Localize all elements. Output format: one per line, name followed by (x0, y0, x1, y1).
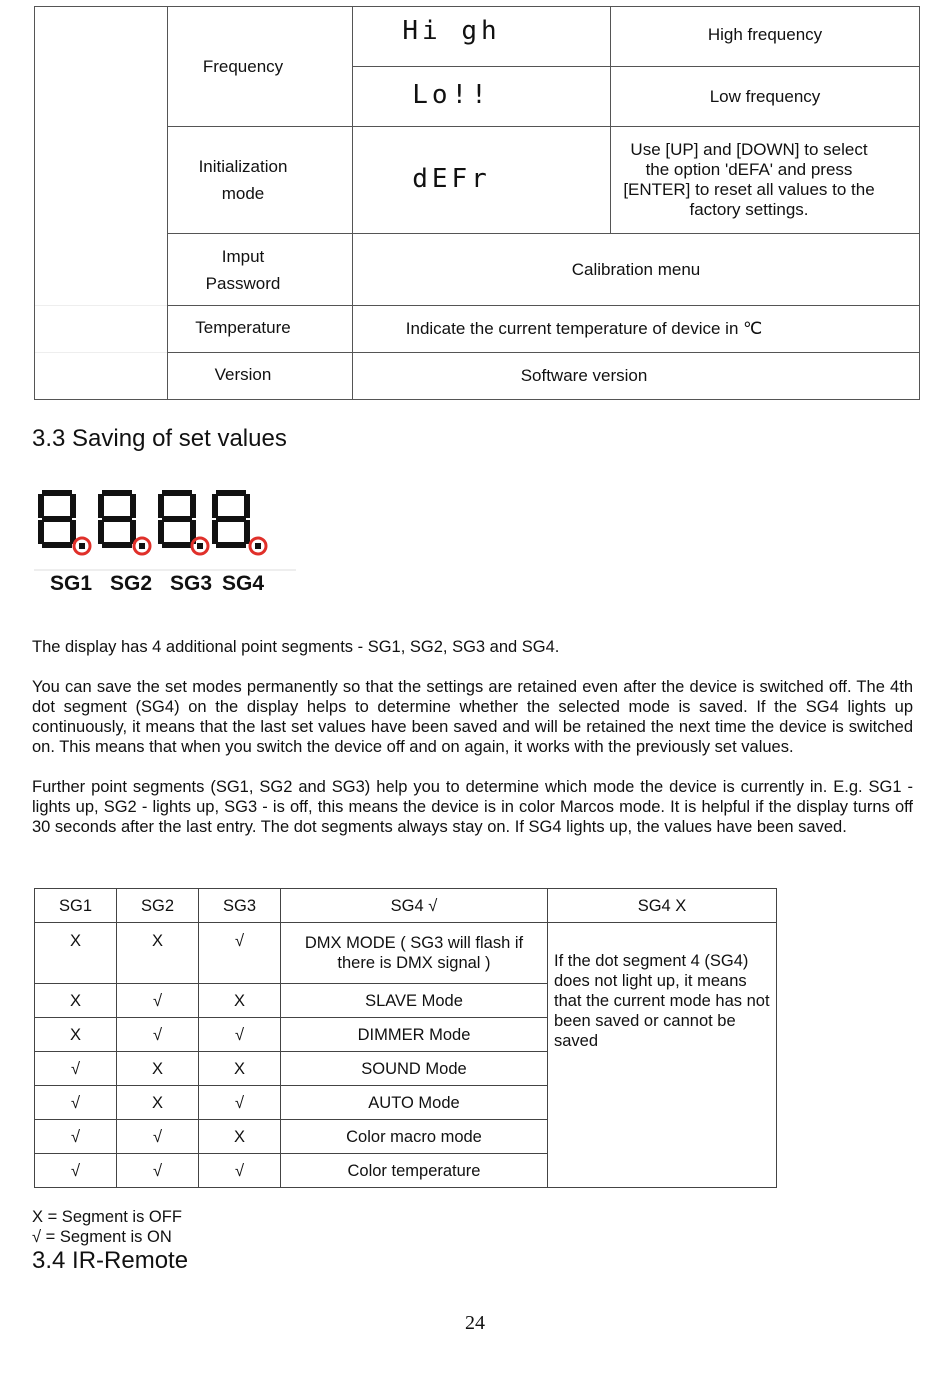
table-row (35, 923, 777, 984)
cell-sg3: √ (199, 923, 281, 984)
frequency-label: Frequency (168, 7, 353, 127)
section-heading-3-3: 3.3 Saving of set values (32, 425, 287, 452)
cell-mode: SOUND Mode (281, 1052, 548, 1086)
low-frequency-desc: Low frequency (611, 67, 920, 127)
cell-sg2: √ (117, 1018, 199, 1052)
version-label: Version (168, 353, 353, 400)
display-high (353, 7, 611, 67)
blank-cell (35, 306, 168, 353)
cell-sg2: √ (117, 984, 199, 1018)
seven-seg-high: Hi gh (402, 16, 501, 46)
menu-table (34, 6, 920, 400)
cell-sg1: X (35, 1018, 117, 1052)
header-sg3: SG3 (199, 889, 281, 923)
seven-seg-defr: dEFr (412, 163, 491, 194)
cell-mode: Color temperature (281, 1154, 548, 1188)
cell-sg3: √ (199, 1154, 281, 1188)
calibration-desc: Calibration menu (353, 234, 920, 306)
paragraph-saving: You can save the set modes permanently so that the settings are retained even after the device is switched off. The 4th dot segment (SG4) on the display helps to determine whether the selected mode is saved. If the SG4 lights up continuously, it means that the last set values have been saved and will be retained the next time the device is switched on. This means that when you switch the device off and on again, it works with the previously set values. (32, 678, 913, 756)
display-defr (353, 127, 611, 234)
segment-labels (50, 572, 272, 596)
cell-mode: AUTO Mode (281, 1086, 548, 1120)
cell-sg1: X (35, 923, 117, 984)
page-number: 24 (465, 1312, 485, 1334)
blank-cell (35, 353, 168, 400)
legend-off: X = Segment is OFF (32, 1208, 182, 1226)
cell-mode: Color macro mode (281, 1120, 548, 1154)
temperature-desc: Indicate the current temperature of device in ℃ (353, 306, 920, 353)
cell-mode: DIMMER Mode (281, 1018, 548, 1052)
cell-sg2: X (117, 923, 199, 984)
legend-on: √ = Segment is ON (32, 1228, 172, 1246)
sg4-off-note: If the dot segment 4 (SG4) does not light up, it means that the current mode has not been saved or cannot be saved (548, 923, 777, 1188)
cell-sg1: √ (35, 1052, 117, 1086)
display-low (353, 67, 611, 127)
cell-sg1: √ (35, 1154, 117, 1188)
cell-mode: DMX MODE ( SG3 will flash if there is DMX signal ) (281, 923, 548, 984)
cell-sg3: √ (199, 1086, 281, 1120)
cell-sg1: X (35, 984, 117, 1018)
password-label: Imput Password (168, 234, 353, 306)
cell-sg1: √ (35, 1086, 117, 1120)
paragraph-segments: The display has 4 additional point segments - SG1, SG2, SG3 and SG4. (32, 638, 560, 656)
header-sg4-on: SG4 √ (281, 889, 548, 923)
temperature-label: Temperature (168, 306, 353, 353)
cell-sg2: √ (117, 1154, 199, 1188)
cell-mode: SLAVE Mode (281, 984, 548, 1018)
seven-seg-low: Lo!! (412, 80, 491, 110)
cell-sg2: X (117, 1086, 199, 1120)
initialization-desc: Use [UP] and [DOWN] to select the option 'dEFA' and press [ENTER] to reset all values to the factory settings. (611, 127, 920, 234)
high-frequency-desc: High frequency (611, 7, 920, 67)
cell-sg3: √ (199, 1018, 281, 1052)
cell-sg1: √ (35, 1120, 117, 1154)
cell-sg2: √ (117, 1120, 199, 1154)
paragraph-modes: Further point segments (SG1, SG2 and SG3) help you to determine which mode the device is currently in. E.g. SG1 - lights up, SG2 - lights up, SG3 - is off, this means the device is in color Marcos mode. It is helpful if the display turns off 30 seconds after the last entry. The dot segments always stay on. If SG4 lights up, the values have been saved. (32, 778, 913, 836)
mode-table (34, 888, 777, 1188)
cell-sg2: X (117, 1052, 199, 1086)
segment-display-figure (34, 484, 296, 600)
cell-sg3: X (199, 1052, 281, 1086)
cell-sg3: X (199, 984, 281, 1018)
sg3-label: SG3 (170, 572, 213, 595)
initialization-label: Initialization mode (168, 127, 353, 234)
header-sg1: SG1 (35, 889, 117, 923)
sg4-label: SG4 (222, 572, 265, 595)
cell-sg3: X (199, 1120, 281, 1154)
sg2-label: SG2 (110, 572, 153, 595)
version-desc: Software version (353, 353, 920, 400)
blank-cell (35, 7, 168, 306)
header-sg2: SG2 (117, 889, 199, 923)
sg1-label: SG1 (50, 572, 93, 595)
header-sg4-off: SG4 X (548, 889, 777, 923)
section-heading-3-4: 3.4 IR-Remote (32, 1247, 189, 1274)
